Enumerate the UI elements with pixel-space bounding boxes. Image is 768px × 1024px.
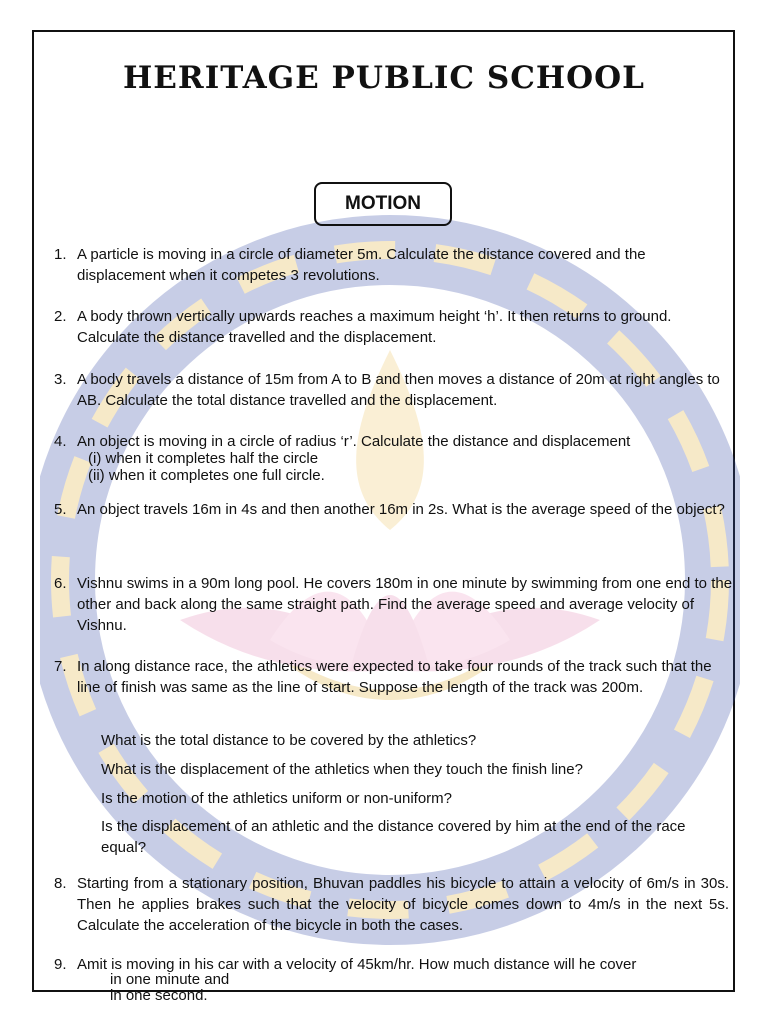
question-2 [54, 306, 734, 348]
question-text: Amit is moving in his car with a velocity of 45km/hr. How much distance will he cover [77, 956, 637, 973]
question-9-sub-1: in one minute and [110, 971, 230, 988]
question-text: In along distance race, the athletics were expected to take four rounds of the track such that the line of finish was same as the line of start. Suppose the length of the track was 200m. [77, 658, 712, 696]
question-7-sub-1: What is the total distance to be covered by the athletics? [101, 732, 477, 749]
question-number: 9. [54, 956, 67, 973]
question-4-sub-1: (i) when it completes half the circle [88, 450, 319, 467]
question-number: 6. [54, 575, 67, 592]
question-text: Vishnu swims in a 90m long pool. He covers 180m in one minute by swimming from one end to the other and back along the same straight path. Find the average speed and average velocity of Vishnu. [77, 575, 733, 634]
question-text: A body thrown vertically upwards reaches a maximum height ‘h’. It then returns to ground. Calculate the distance travelled and the displacement. [77, 308, 672, 346]
question-7-sub-3: Is the motion of the athletics uniform or non-uniform? [101, 790, 453, 807]
question-number: 2. [54, 308, 67, 325]
question-8 [54, 873, 734, 936]
question-number: 4. [54, 433, 67, 450]
question-9-sub-2: in one second. [110, 988, 208, 1002]
question-text: An object is moving in a circle of radius ‘r’. Calculate the distance and displacement [77, 433, 631, 450]
question-number: 8. [54, 875, 67, 892]
question-7-sub-4: Is the displacement of an athletic and the distance covered by him at the end of the race equal? [101, 818, 686, 856]
question-7-sub-2: What is the displacement of the athletics when they touch the finish line? [101, 761, 583, 778]
question-text: A particle is moving in a circle of diameter 5m. Calculate the distance covered and the displacement when it competes 3 revolutions. [77, 246, 646, 284]
question-number: 5. [54, 501, 67, 518]
question-number: 3. [54, 371, 67, 388]
question-text: A body travels a distance of 15m from A to B and then moves a distance of 20m at right angles to AB. Calculate the total distance travelled and the displacement. [77, 371, 720, 409]
school-title: HERITAGE PUBLIC SCHOOL [123, 60, 645, 96]
question-number: 1. [54, 246, 67, 263]
question-4-sub-2: (ii) when it completes one full circle. [88, 467, 325, 484]
question-3 [54, 369, 734, 411]
topic-box: MOTION [314, 182, 452, 226]
question-number: 7. [54, 658, 67, 675]
question-4 [54, 431, 734, 452]
question-7 [54, 656, 734, 698]
question-6 [54, 573, 734, 636]
question-5 [54, 499, 734, 520]
question-1 [54, 244, 734, 286]
question-text: An object travels 16m in 4s and then another 16m in 2s. What is the average speed of the object? [77, 501, 725, 518]
question-text: Starting from a stationary position, Bhuvan paddles his bicycle to attain a velocity of 6m/s in 30s. Then he applies brakes such that the velocity of bicycle comes down to 4m/s in the next 5s. Calculate the acceleration of the bicycle in both the cases. [77, 875, 729, 934]
